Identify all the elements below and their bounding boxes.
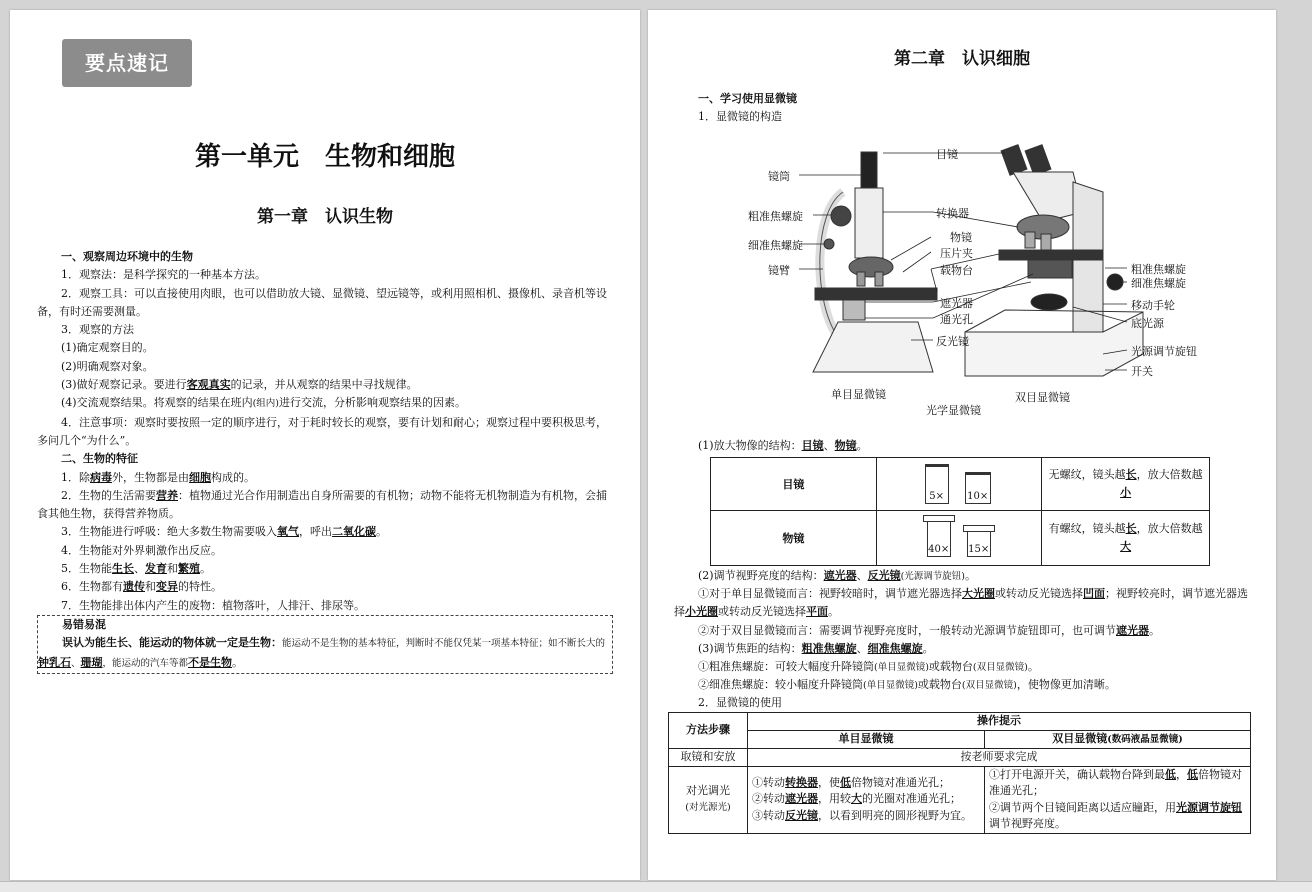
answer: 营养	[156, 488, 178, 502]
tip-line	[752, 808, 980, 825]
text: ，呼出	[299, 525, 332, 539]
objective-15x-icon	[967, 531, 991, 557]
text: ②细准焦螺旋：较小幅度升降镜筒	[698, 678, 863, 691]
microscope-diagram	[743, 132, 1223, 422]
label-nosepiece: 转换器	[936, 207, 969, 220]
objective-40x-icon	[927, 521, 951, 557]
text: 对光调光	[686, 784, 730, 797]
label-fine-focus-2: 细准焦螺旋	[1131, 277, 1186, 290]
answer: 遗传	[123, 580, 145, 594]
text: ：植物通过光合作用制造出自身所需要的有机物；动物不能将无机物制造为有机物，会捕食其他生物，获得营养物质。	[37, 488, 607, 521]
paragraph: (1)确定观察目的。	[61, 341, 154, 355]
text: ②调节两个目镜间距离以适应瞳距，用	[989, 800, 1176, 814]
header-tip: 操作提示	[748, 713, 1251, 731]
table-row	[669, 749, 1251, 767]
answer: 遮光器	[1116, 624, 1149, 637]
step-cell	[669, 766, 748, 833]
text: 外，生物都是由	[112, 470, 189, 484]
paragraph	[698, 676, 1258, 695]
tip-cell: 按老师要求完成	[748, 749, 1251, 767]
chapter-title: 第一章 认识生物	[257, 207, 393, 227]
answer: 粗准焦螺旋	[801, 642, 857, 655]
paragraph	[37, 394, 613, 413]
text: 、	[134, 562, 145, 576]
text: 2．生物的生活需要	[61, 488, 156, 502]
label-fine-focus: 细准焦螺旋	[748, 239, 803, 252]
label-base-light: 底光源	[1131, 317, 1164, 330]
answer: 不是生物	[188, 655, 233, 669]
text: 。	[1149, 624, 1160, 637]
eyepiece-10x-icon	[965, 472, 991, 504]
table-row	[669, 713, 1251, 731]
note: (数码液晶显微镜)	[1107, 733, 1183, 745]
label-coarse-focus-2: 粗准焦螺旋	[1131, 263, 1186, 276]
box-paragraph	[38, 634, 612, 673]
lens-description	[1042, 511, 1210, 566]
answer: 氧气	[277, 525, 299, 539]
box-title: 易错易混	[62, 617, 106, 631]
text: ，以看到明亮的圆形视野为宜。	[818, 808, 972, 822]
label-stage: 载物台	[940, 264, 973, 277]
text: ①打开电源开关，确认载物台降到最	[989, 767, 1165, 781]
label-aperture: 通光孔	[940, 313, 973, 326]
text: 双目显微镜	[1052, 731, 1108, 745]
paragraph	[37, 560, 613, 578]
key-points-badge: 要点速记	[62, 39, 192, 87]
common-mistakes-box	[37, 615, 613, 674]
text: 。	[1027, 660, 1039, 673]
tip-line	[752, 775, 980, 792]
answer: 大	[1120, 540, 1132, 553]
text: 。	[200, 562, 211, 576]
text: (1)放大物像的结构：	[698, 439, 802, 452]
answer: 低	[840, 775, 851, 789]
paragraph	[37, 469, 613, 487]
paragraph	[698, 640, 1258, 658]
answer: 变异	[156, 580, 178, 594]
answer: 钟乳石	[38, 655, 71, 669]
single-tip-cell	[748, 766, 985, 833]
answer: 病毒	[90, 470, 112, 484]
label-arm: 镜臂	[768, 264, 790, 277]
answer: 低	[1165, 767, 1176, 781]
paragraph	[37, 487, 613, 524]
text: 有螺纹，镜头越	[1048, 522, 1126, 535]
answer: 生长	[112, 562, 134, 576]
text: 或载物台	[928, 660, 973, 673]
paragraph: 1．观察法：是科学探究的一种基本方法。	[61, 268, 266, 282]
answer: 大光圈	[962, 587, 995, 600]
section-heading: 一、观察周边环境中的生物	[61, 250, 193, 263]
answer: 转换器	[785, 775, 818, 789]
note: (组内)	[252, 398, 280, 410]
eyepiece-5x-icon	[925, 464, 949, 504]
answer: 小光圈	[685, 605, 718, 619]
header-single: 单目显微镜	[748, 730, 985, 749]
left-body	[37, 248, 613, 674]
label-switch: 开关	[1131, 365, 1153, 378]
label-stage-clip: 压片夹	[940, 247, 973, 260]
text: ，放大倍数越	[1136, 522, 1203, 535]
answer: 发育	[145, 562, 167, 576]
text: ②转动	[752, 792, 785, 806]
lens-image-cell	[876, 511, 1042, 566]
viewer-toolbar	[0, 881, 1312, 892]
binocular-microscope	[965, 145, 1143, 376]
text: 无螺纹，镜头越	[1048, 468, 1126, 481]
text: 。	[922, 642, 934, 655]
paragraph	[698, 622, 1258, 640]
monocular-microscope	[813, 152, 937, 372]
text: 、	[856, 569, 868, 582]
step-cell: 取镜和安放	[669, 749, 748, 767]
note: (对光源光)	[685, 801, 731, 813]
tip-line	[752, 791, 980, 808]
label-eyepiece: 目镜	[936, 148, 958, 161]
header-step: 方法步骤	[669, 713, 748, 749]
label-monocular: 单目显微镜	[831, 388, 886, 401]
answer: 遮光器	[785, 792, 818, 806]
answer: 遮光器	[823, 569, 857, 582]
answer: 反光镜	[785, 808, 818, 822]
note: (双目显微镜)	[961, 680, 1017, 691]
chapter-title: 第二章 认识细胞	[894, 49, 1030, 69]
sub-heading: 1．显微镜的构造	[698, 110, 782, 123]
paragraph: 4．生物能对外界刺激作出反应。	[61, 543, 222, 557]
label-diaphragm: 遮光器	[940, 297, 973, 310]
text: ①对于单目显微镜而言：视野较暗时，调节遮光器选择	[698, 587, 962, 600]
answer: 繁殖	[178, 562, 200, 576]
text: 3．生物能进行呼吸：绝大多数生物需要吸入	[61, 525, 277, 539]
table-row	[711, 511, 1210, 566]
magnification: 5×	[929, 491, 945, 502]
answer: 客观真实	[186, 378, 231, 392]
table-row	[711, 458, 1210, 511]
answer: 珊瑚	[80, 655, 103, 669]
text: ①粗准焦螺旋：可较大幅度升降镜筒	[698, 660, 874, 673]
text: ，使物像更加清晰。	[1016, 678, 1116, 691]
paragraph	[674, 585, 1258, 622]
lens-name: 物镜	[711, 511, 877, 566]
unit-title: 第一单元 生物和细胞	[194, 142, 455, 172]
text: (4)交流观察结果。将观察的结果在班内	[61, 396, 253, 410]
answer: 二氧化碳	[332, 525, 376, 539]
paragraph	[698, 658, 1258, 677]
label-optical-microscope: 光学显微镜	[926, 404, 981, 417]
label-objective: 物镜	[950, 231, 972, 244]
lens-image-cell	[876, 458, 1042, 511]
note: (双目显微镜)	[972, 662, 1028, 673]
paragraph	[37, 376, 613, 394]
text: 1．除	[61, 470, 90, 484]
answer: 小	[1120, 486, 1132, 499]
text: 或转动反光镜选择	[718, 605, 806, 619]
label-mechanical-stage: 移动手轮	[1131, 299, 1175, 312]
text: 、	[823, 439, 835, 452]
text: 进行交流，分析影响观察结果的因素。	[279, 396, 467, 410]
section-heading: 二、生物的特征	[61, 452, 138, 466]
text: 和	[167, 562, 178, 576]
text: 、	[856, 642, 868, 655]
magnification: 40×	[928, 544, 950, 555]
section-heading: 一、学习使用显微镜	[698, 92, 797, 105]
text: ，放大倍数越	[1136, 468, 1203, 481]
text: ，能运动的汽车等都	[102, 657, 189, 669]
answer: 低	[1187, 767, 1198, 781]
text: 。	[856, 439, 868, 452]
answer: 长	[1125, 522, 1137, 535]
text: 构成的。	[211, 470, 255, 484]
tip-line	[989, 767, 1246, 800]
text: 能运动不是生物的基本特征，判断时不能仅凭某一项基本特征；如不断长大的	[282, 638, 606, 650]
text: 的光圈对准通光孔；	[862, 792, 961, 806]
text: 。	[376, 525, 387, 539]
note: (光源调节旋钮)	[900, 571, 966, 582]
paragraph	[37, 578, 613, 596]
left-page	[10, 10, 640, 880]
answer: 大	[851, 792, 862, 806]
text: 倍物镜对准通光孔；	[989, 767, 1242, 797]
answer: 平面	[806, 605, 828, 619]
label-coarse-focus: 粗准焦螺旋	[748, 210, 803, 223]
text: (3)做好观察记录。要进行	[61, 378, 187, 392]
text: ③转动	[752, 808, 785, 822]
text: (2)调节视野亮度的结构：	[698, 569, 824, 582]
answer: 反光镜	[867, 569, 901, 582]
lens-table	[710, 457, 1210, 566]
double-tip-cell	[985, 766, 1251, 833]
paragraph: 7．生物能排出体内产生的废物：植物落叶，人排汗、排尿等。	[61, 598, 365, 612]
text: 的记录，并从观察的结果中寻找规律。	[230, 378, 418, 392]
text: 倍物镜对准通光孔；	[851, 775, 950, 789]
label-light-knob: 光源调节旋钮	[1131, 345, 1197, 358]
paragraph	[37, 523, 613, 541]
label-mirror: 反光镜	[936, 335, 969, 348]
paragraph: (2)明确观察对象。	[61, 359, 154, 373]
answer: 凹面	[1083, 587, 1105, 600]
magnification: 15×	[968, 544, 990, 555]
table-row	[669, 766, 1251, 833]
text: ；视野较亮时，调节遮光器选择	[674, 587, 1248, 619]
answer: 物镜	[834, 439, 857, 452]
text: 5．生物能	[61, 562, 112, 576]
text: 。	[232, 655, 244, 669]
table-row	[669, 730, 1251, 749]
paragraph: 2．观察工具：可以直接使用肉眼，也可以借助放大镜、显微镜、望远镜等，或利用照相机、摄像机、录音机等设备，有时还需要测量。	[37, 286, 607, 318]
text: ②对于双目显微镜而言：需要调节视野亮度时，一般转动光源调节旋钮即可，也可调节	[698, 624, 1116, 637]
paragraph	[698, 567, 1258, 586]
operations-table	[668, 712, 1251, 834]
label-binocular: 双目显微镜	[1015, 391, 1070, 404]
text: ，使	[818, 775, 840, 789]
text: 误认为能生长、能运动的物体就一定是生物：	[62, 636, 282, 650]
text: ，用较	[818, 792, 851, 806]
text: 调节视野亮度。	[989, 817, 1066, 830]
header-double	[985, 730, 1251, 749]
text: 6．生物都有	[61, 580, 123, 594]
lens-name: 目镜	[711, 458, 877, 511]
right-page	[648, 10, 1276, 880]
paragraph: 4．注意事项：观察时要按照一定的顺序进行，对于耗时较长的观察，要有计划和耐心；观察过程中要积极思考，多问几个“为什么”。	[37, 415, 607, 447]
paragraph: 3．观察的方法	[61, 323, 134, 337]
answer: 目镜	[801, 439, 824, 452]
text: ①转动	[752, 775, 785, 789]
note: (单目显微镜)	[863, 680, 918, 691]
answer: 细准焦螺旋	[867, 642, 923, 655]
text: 或转动反光镜选择	[995, 587, 1083, 600]
lens-description	[1042, 458, 1210, 511]
text: ，	[1176, 767, 1187, 781]
text: 或载物台	[917, 678, 962, 691]
text: 。	[828, 605, 839, 619]
text: 。	[965, 569, 977, 582]
answer: 光源调节旋钮	[1176, 800, 1242, 814]
answer: 长	[1125, 468, 1137, 481]
note: (单目显微镜)	[874, 662, 929, 673]
answer: 细胞	[189, 470, 211, 484]
text: (3)调节焦距的结构：	[698, 642, 802, 655]
text: 和	[145, 580, 156, 594]
magnification: 10×	[967, 491, 989, 502]
text: 的特性。	[178, 580, 222, 594]
tip-line	[989, 800, 1246, 833]
text: 、	[71, 657, 81, 669]
label-eyepiece-tube: 镜筒	[768, 170, 790, 183]
sub-heading: 2．显微镜的使用	[698, 696, 782, 709]
paragraph	[698, 437, 1258, 455]
